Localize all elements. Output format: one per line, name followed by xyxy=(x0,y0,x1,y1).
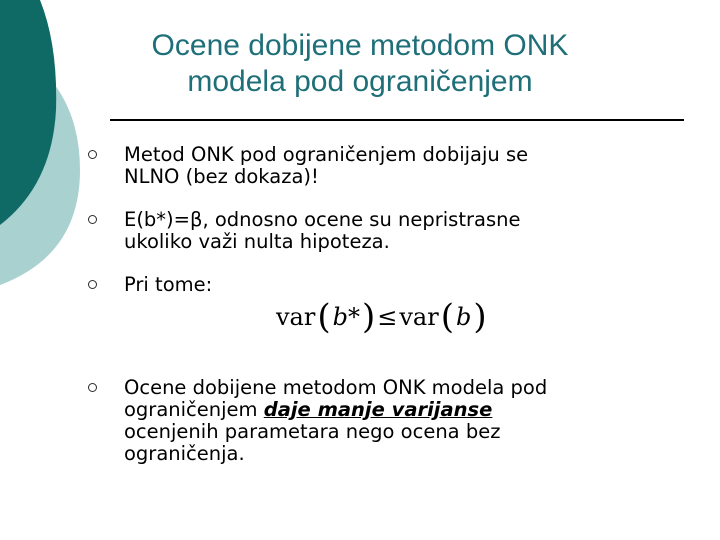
variance-inequality-formula: var ( b* ) ≤ var ( b ) xyxy=(276,297,487,337)
bullet-text: E(b*)=β, odnosno ocene su nepristrasne ukoliko važi nulta hipoteza. xyxy=(124,208,521,253)
bullet-circle-icon xyxy=(88,215,97,224)
slide-title-line1: Ocene dobijene metodom ONK xyxy=(151,29,569,62)
bullet-text: Pri tome: xyxy=(124,273,213,296)
bullet-circle-icon xyxy=(88,150,97,159)
emphasized-phrase: daje manje varijanse xyxy=(263,398,493,421)
bullet-text: Metod ONK pod ograničenjem dobijaju se NLNO (bez dokaza)! xyxy=(124,143,529,188)
bullet-text: Ocene dobijene metodom ONK modela pod ograničenjem daje manje varijanse ocenjenih parametara nego ocena bez ograničenja. xyxy=(124,376,548,465)
slide-title-line2: modela pod ograničenjem xyxy=(187,65,533,98)
bullet-circle-icon xyxy=(88,383,97,392)
bullet-circle-icon xyxy=(88,280,97,289)
